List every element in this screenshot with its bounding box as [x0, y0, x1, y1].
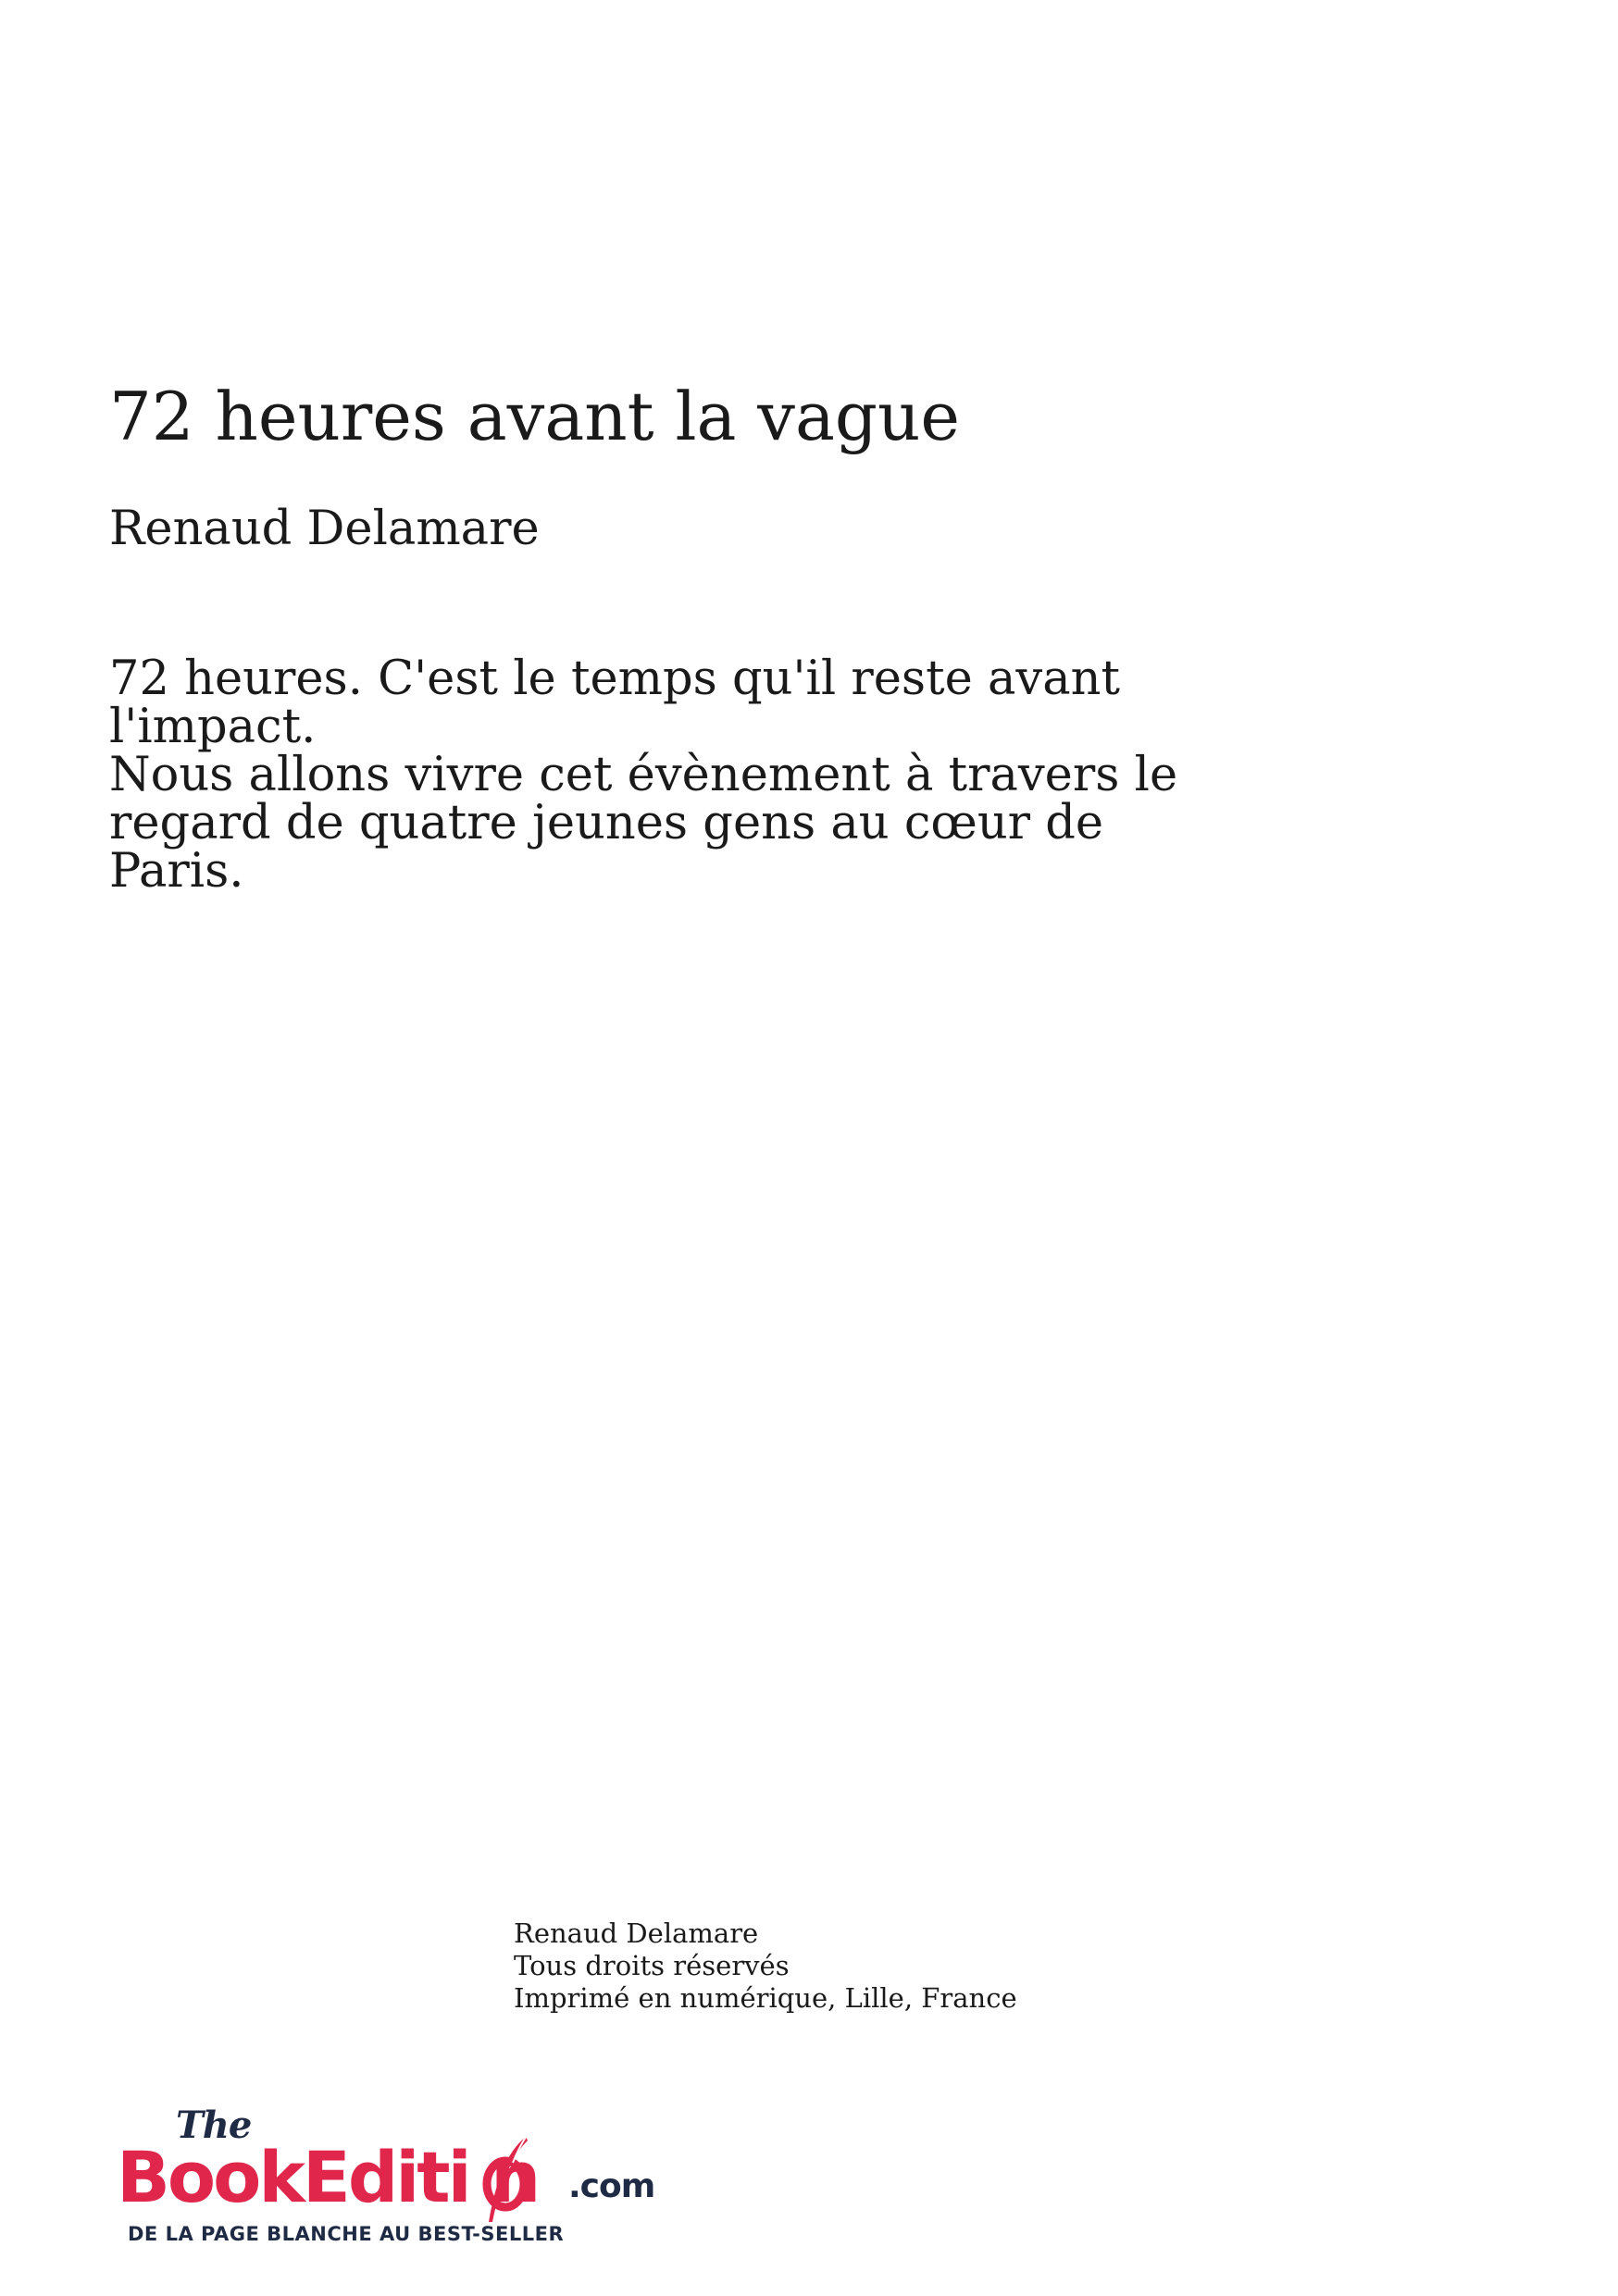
book-title: 72 heures avant la vague — [109, 378, 960, 455]
logo-the: The — [176, 2104, 252, 2147]
book-blurb — [109, 652, 1248, 899]
publisher-logo — [111, 2105, 666, 2253]
logo-domain: .com — [568, 2167, 655, 2205]
colophon-author: Renaud Delamare — [514, 1917, 759, 1949]
colophon — [514, 1917, 1017, 2015]
colophon-rights: Tous droits réservés — [514, 1950, 790, 1981]
colophon-printed: Imprimé en numérique, Lille, France — [514, 1982, 1017, 2014]
logo-wordmark: BookEditi n — [117, 2136, 539, 2218]
logo-tagline: DE LA PAGE BLANCHE AU BEST-SELLER — [128, 2223, 565, 2245]
blurb-line-1: 72 heures. C'est le temps qu'il reste avant l'impact. — [109, 652, 1120, 754]
blurb-line-2: Nous allons vivre cet évènement à travers le regard de quatre jeunes gens au cœur de Paris. — [109, 748, 1178, 899]
feather-icon — [479, 2133, 531, 2226]
book-author: Renaud Delamare — [109, 502, 540, 556]
